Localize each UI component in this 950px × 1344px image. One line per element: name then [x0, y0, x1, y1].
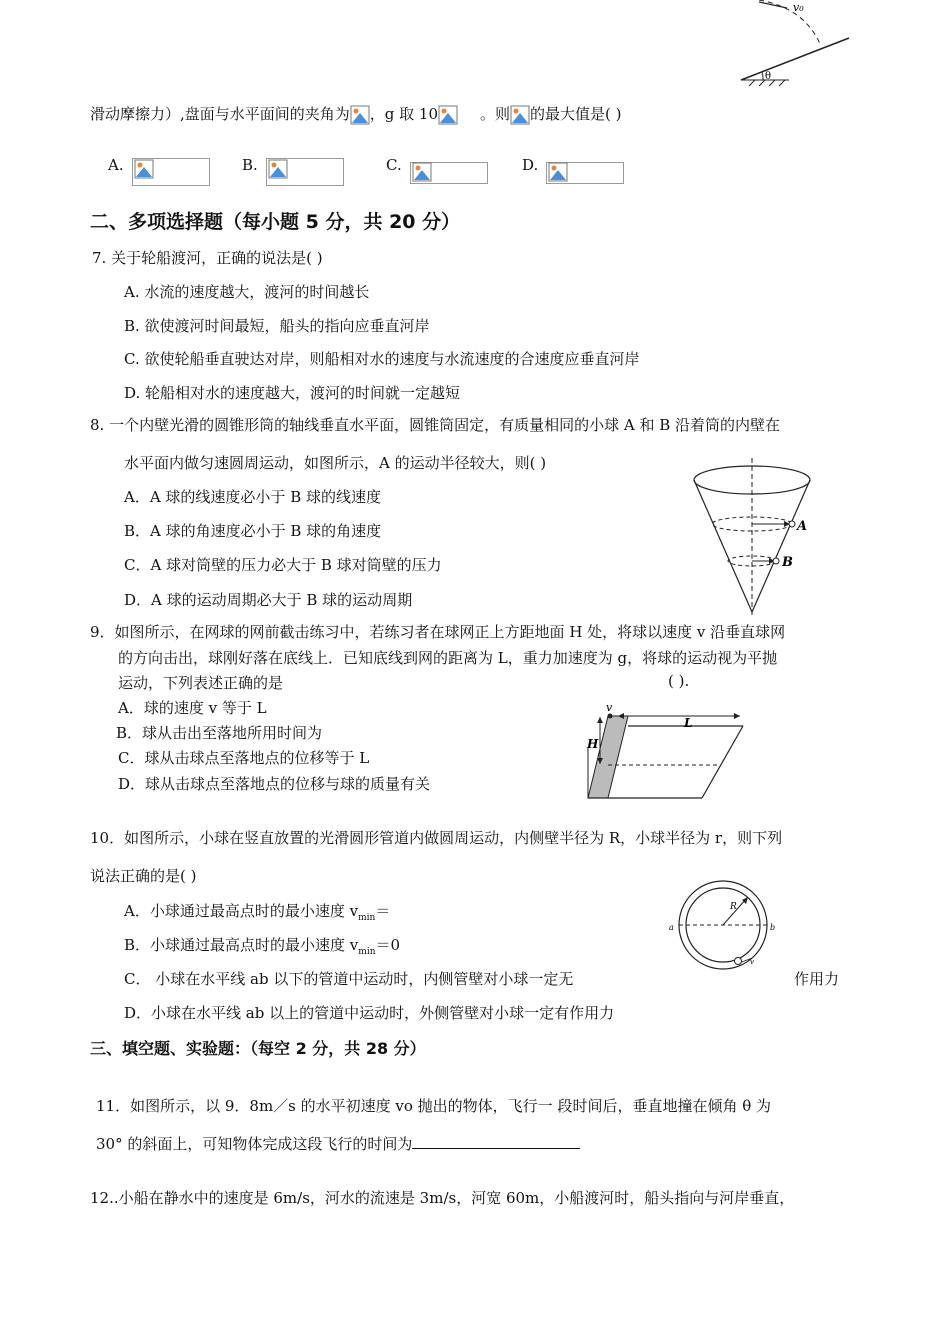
slope-figure [735, 0, 855, 88]
q7-option-b: B. 欲使渡河时间最短，船头的指向应垂直河岸 [124, 317, 430, 335]
q10-option-c: C． 小球在水平线 ab 以下的管道中运动时，内侧管壁对小球一定无 [124, 970, 574, 988]
picture-placeholder-icon [268, 159, 288, 179]
q6-option-d-label: D. [522, 156, 539, 174]
q9-answer-paren: ( ). [668, 672, 690, 690]
cone-label-a: A [797, 519, 808, 534]
q10-stem-line-1: 10．如图所示，小球在竖直放置的光滑圆形管道内做圆周运动，内侧壁半径为 R，小球半径为 r，则下列 [90, 829, 783, 847]
q7-option-d: D. 轮船相对水的速度越大，渡河的时间就一定越短 [124, 384, 461, 402]
q8-option-d: D．A 球的运动周期必大于 B 球的运动周期 [124, 591, 413, 609]
picture-placeholder-icon [438, 105, 458, 125]
court-label-l: L [684, 716, 693, 730]
picture-placeholder-icon [412, 162, 432, 182]
q10-option-c-tail: 作用力 [794, 970, 840, 988]
q6-line: 滑动摩擦力）,盘面与水平面间的夹角为 ，g 取 10 。则 的最大值是( ) [90, 105, 622, 123]
q10-option-a: A．小球通过最高点时的最小速度 $v_{min}=$ [124, 902, 391, 923]
section-2-title: 二、多项选择题（每小题 5 分，共 20 分） [90, 211, 461, 233]
picture-placeholder-icon [134, 159, 154, 179]
q9-option-a: A．球的速度 v 等于 L [118, 699, 267, 717]
q9-stem-line-3: 运动，下列表述正确的是 [118, 674, 284, 692]
q7-stem: 7. 关于轮船渡河，正确的说法是( ) [92, 249, 323, 267]
q10-option-d: D．小球在水平线 ab 以上的管道中运动时，外侧管壁对小球一定有作用力 [124, 1004, 615, 1022]
q8-option-a: A．A 球的线速度必小于 B 球的线速度 [124, 488, 381, 506]
q9-option-d: D．球从击球点至落地点的位移与球的质量有关 [118, 775, 431, 793]
tennis-court-figure [580, 700, 750, 802]
q7-option-c: C. 欲使轮船垂直驶达对岸，则船相对水的速度与水流速度的合速度应垂直河岸 [124, 350, 640, 368]
q9-option-b: B．球从击出至落地所用时间为 [116, 724, 323, 742]
q11-line-1: 11．如图所示，以 9．8m／s 的水平初速度 vo 抛出的物体，飞行一 段时间后，垂直地撞在倾角 θ 为 [96, 1097, 772, 1115]
q10-stem-line-2: 说法正确的是( ) [90, 867, 197, 885]
q8-stem-line-1: 8. 一个内壁光滑的圆锥形筒的轴线垂直水平面，圆锥筒固定，有质量相同的小球 A 和 B 沿着筒的内壁在 [90, 416, 781, 434]
picture-placeholder-icon [350, 105, 370, 125]
slope-v0-label: v₀ [793, 1, 804, 14]
q8-option-b: B．A 球的角速度必小于 B 球的角速度 [124, 522, 382, 540]
section-3-title: 三、填空题、实验题：（每空 2 分，共 28 分） [90, 1039, 426, 1058]
q9-option-c: C．球从击球点至落地点的位移等于 L [118, 749, 370, 767]
picture-placeholder-icon [548, 162, 568, 182]
q9-stem-line-2: 的方向击出，球刚好落在底线上．已知底线到网的距离为 L，重力加速度为 g，将球的运动视为平抛 [118, 649, 778, 667]
tube-label-r: R [730, 902, 737, 912]
q6-option-b-label: B. [242, 156, 258, 174]
q11-line-2: 30° 的斜面上，可知物体完成这段飞行的时间为 [96, 1133, 580, 1154]
tube-label-v: v [750, 958, 754, 966]
q7-option-a: A. 水流的速度越大，渡河的时间越长 [124, 283, 370, 301]
tube-label-a: a [669, 923, 674, 932]
picture-placeholder-icon [510, 105, 530, 125]
circular-tube-figure [664, 876, 784, 974]
q8-stem-line-2: 水平面内做匀速圆周运动，如图所示，A 的运动半径较大，则( ) [124, 454, 547, 472]
q8-option-c: C．A 球对筒壁的压力必大于 B 球对筒壁的压力 [124, 556, 442, 574]
court-label-h: H [587, 737, 599, 751]
cone-label-b: B [782, 555, 793, 570]
q11-answer-blank[interactable] [412, 1134, 580, 1149]
tube-label-b: b [770, 923, 776, 932]
court-label-v: v [606, 701, 613, 714]
slope-angle-label: θ [765, 71, 772, 82]
q6-option-c-label: C. [386, 156, 402, 174]
cone-figure [690, 458, 820, 618]
q12-line-1: 12..小船在静水中的速度是 6m/s，河水的流速是 3m/s，河宽 60m，小船渡河时，船头指向与河岸垂直， [90, 1189, 795, 1207]
q10-option-b: B．小球通过最高点时的最小速度 $v_{min}=0$ [124, 936, 401, 957]
q9-stem-line-1: 9．如图所示，在网球的网前截击练习中，若练习者在球网正上方距地面 H 处，将球以速度 v 沿垂直球网 [90, 623, 786, 641]
q6-option-a-label: A. [108, 156, 124, 174]
